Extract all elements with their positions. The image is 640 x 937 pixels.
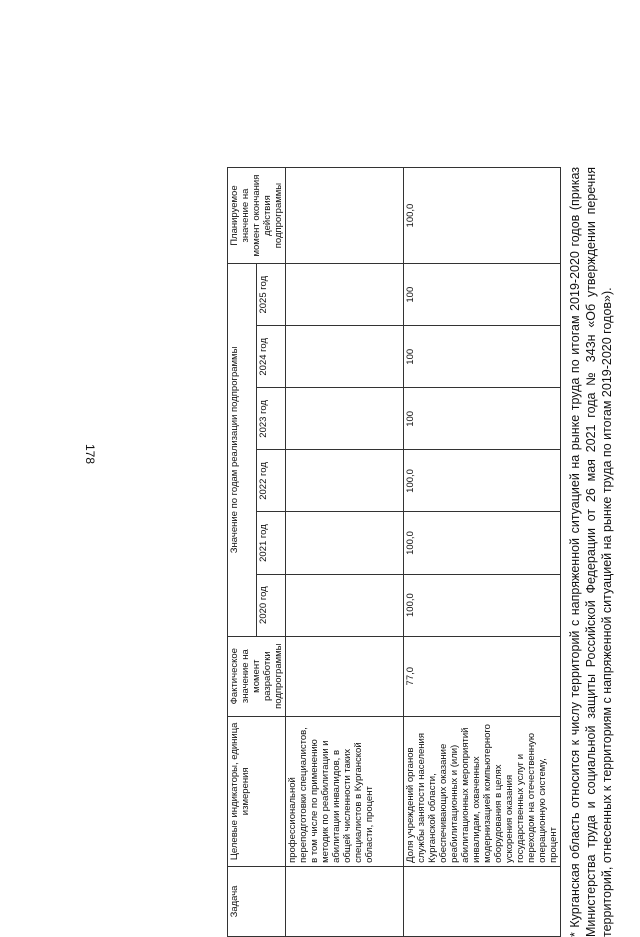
header-indicators: Целевые индикаторы, единица измерения	[228, 716, 286, 866]
indicator-cell: Доля учреждений органов службы занятости населения Курганской области, обеспечивающих оказание реабилитационных и (или) абилитационных мероприятий инвалидам, охваченных модернизацией компьютерного оборудования в целях ускорения оказания государственных услуг и переходом на отечественную операционную систему, процент	[404, 716, 561, 866]
header-planned-value: Планируемое значение на момент окончания действия подпрограммы	[228, 168, 286, 264]
value-2020-cell: 100,0	[404, 574, 561, 636]
value-2025-cell	[286, 264, 404, 326]
indicators-table	[227, 167, 561, 937]
planned-value-cell: 100,0	[404, 168, 561, 264]
header-values-by-years: Значение по годам реализации подпрограммы	[228, 264, 257, 637]
header-year-2021: 2021 год	[257, 512, 286, 574]
footnote: * Курганская область относится к числу территорий с напряженной ситуацией на рынке труда по итогам 2019-2020 годов (приказ Министерства труда и социальной защиты Российской Федерации от 26 мая 2021 года № 343н «Об утверждении перечня территорий, отнесенных к территориям с напряженной ситуацией на рынке труда по итогам 2019-2020 годов»).	[568, 167, 614, 937]
header-actual-value: Фактическое значение на момент разработки подпрограммы	[228, 636, 286, 716]
table-row	[404, 168, 561, 937]
value-2021-cell: 100,0	[404, 512, 561, 574]
indicator-cell: профессиональной переподготовки специалистов, в том числе по применению методик по реабилитации и абилитации инвалидов, в общей численности таких специалистов в Курганской области, процент	[286, 716, 404, 866]
actual-value-cell: 77,0	[404, 636, 561, 716]
value-2023-cell	[286, 388, 404, 450]
value-2024-cell	[286, 326, 404, 388]
header-year-2020: 2020 год	[257, 574, 286, 636]
value-2020-cell	[286, 574, 404, 636]
task-cell	[286, 866, 404, 936]
header-year-2024: 2024 год	[257, 326, 286, 388]
value-2022-cell	[286, 450, 404, 512]
table-row	[286, 168, 404, 937]
value-2025-cell: 100	[404, 264, 561, 326]
header-year-2023: 2023 год	[257, 388, 286, 450]
planned-value-cell	[286, 168, 404, 264]
value-2021-cell	[286, 512, 404, 574]
page-number: 178	[83, 443, 97, 465]
value-2022-cell: 100,0	[404, 450, 561, 512]
value-2023-cell: 100	[404, 388, 561, 450]
actual-value-cell	[286, 636, 404, 716]
header-year-2022: 2022 год	[257, 450, 286, 512]
rotated-page-content	[227, 167, 640, 937]
value-2024-cell: 100	[404, 326, 561, 388]
header-task: Задача	[228, 866, 286, 936]
task-cell	[404, 866, 561, 936]
header-year-2025: 2025 год	[257, 264, 286, 326]
